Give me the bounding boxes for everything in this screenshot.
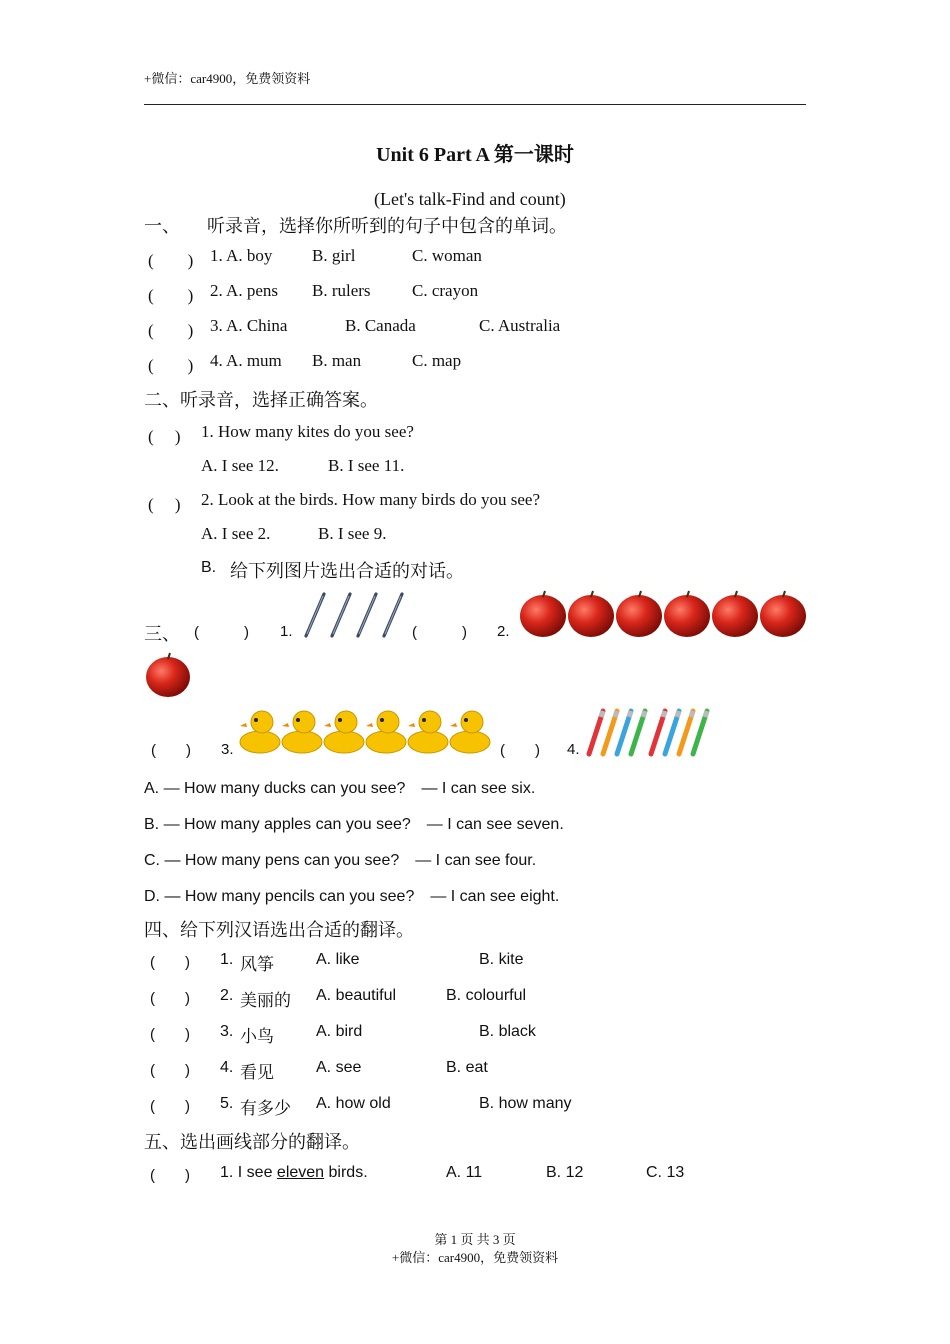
pencil-icon [617,711,631,754]
section-1-heading: 一、 听录音，选择你所听到的句子中包含的单词。 [144,216,567,236]
apple-icon [616,591,662,637]
option-a: A. beautiful [316,987,397,1004]
s2-q2-option-b: B. I see 9. [318,524,387,543]
s3-p4-num: 4. [567,741,580,758]
s5-q1-option-c: C. 13 [646,1164,685,1181]
pencil-icon [603,711,617,754]
apple-icon [568,591,614,637]
option-a: A. bird [316,1023,363,1040]
pencils-row [585,706,715,758]
dialog-b: B. — How many apples can you see? — I can see seven. [144,816,564,833]
answer-paren[interactable]: ( ) [148,321,194,340]
item-num: 2. [220,987,234,1004]
option-b: B. Canada [345,316,416,335]
sentence-pre: 1. I see [220,1164,277,1181]
s2-q2-option-a: A. I see 2. [201,524,271,543]
page-title: Unit 6 Part A 第一课时 [376,144,574,166]
ducks-row [238,706,494,756]
option-b: B. eat [446,1059,488,1076]
apple-icon [760,591,806,637]
answer-paren[interactable]: ( ) [148,251,194,270]
duck-icon [366,711,406,753]
option-b: B. how many [479,1095,572,1112]
pencil-icon [665,711,679,754]
dialog-d: D. — How many pencils can you see? — I can see eight. [144,888,560,905]
option-c: C. crayon [412,281,479,300]
section-5-heading: 五、选出画线部分的翻译。 [144,1132,360,1152]
section-2-heading: 二、听录音，选择正确答案。 [144,390,378,410]
item-num: 5. [220,1095,234,1112]
s3-p4-paren[interactable]: ( ) [500,742,540,759]
apple-icon [712,591,758,637]
apple-icon [520,591,566,637]
duck-icon [408,711,448,753]
item-chinese: 有多少 [240,1099,291,1119]
duck-icon [282,711,322,753]
s3-p1-num: 1. [280,623,293,640]
s2-q1-option-b: B. I see 11. [328,456,405,475]
duck-icon [450,711,490,753]
pens-image [300,590,410,640]
item-num: 1. [220,951,234,968]
underlined-word: eleven [276,1164,325,1181]
s3-p2-paren[interactable]: ( ) [412,624,467,641]
option-b: B. kite [479,951,524,968]
s2-q1-text: 1. How many kites do you see? [201,422,414,441]
option-a: 2. A. pens [210,281,278,300]
s5-q1-sentence [220,1164,368,1182]
pen-icon [384,594,402,636]
pencil-icon [651,711,665,754]
s2-q2-text: 2. Look at the birds. How many birds do you see? [201,490,540,509]
option-a: 4. A. mum [210,351,282,370]
item-num: 3. [220,1023,234,1040]
s3-p3-paren[interactable]: ( ) [151,742,191,759]
option-a: A. how old [316,1095,391,1112]
option-c: C. map [412,351,462,370]
item-chinese: 美丽的 [240,991,291,1011]
section-4-heading: 四、给下列汉语选出合适的翻译。 [144,920,414,940]
option-a: A. like [316,951,360,968]
option-a: A. see [316,1059,362,1076]
item-chinese: 小鸟 [240,1027,274,1047]
s2-q1-paren[interactable]: ( ) [148,427,181,446]
dialog-c: C. — How many pens can you see? — I can see four. [144,852,537,869]
answer-paren[interactable]: ( ) [150,954,190,971]
apple-icon [144,650,194,700]
s3-p1-paren[interactable]: ( ) [194,624,249,641]
option-c: C. woman [412,246,482,265]
apples-row [518,588,810,640]
page-subtitle: (Let's talk-Find and count) [374,189,566,209]
pencil-icon [679,711,693,754]
answer-paren[interactable]: ( ) [150,1026,190,1043]
item-chinese: 看见 [240,1063,274,1083]
sentence-post: birds. [324,1164,368,1181]
apple-icon [664,591,710,637]
pencil-icon [631,711,645,754]
duck-icon [240,711,280,753]
s5-q1-option-a: A. 11 [446,1164,483,1181]
duck-icon [324,711,364,753]
answer-paren[interactable]: ( ) [150,1062,190,1079]
header-text: +微信：car4900，免费领资料 [144,71,311,86]
s2-q1-option-a: A. I see 12. [201,456,279,475]
s5-q1-option-b: B. 12 [546,1164,584,1181]
section-3-label: 三、 [144,624,180,644]
s2-extra-b: B. [201,559,217,576]
dialog-a: A. — How many ducks can you see? — I can see six. [144,780,536,797]
option-b: B. rulers [312,281,371,300]
s3-p3-num: 3. [221,741,234,758]
footer-text: +微信：car4900，免费领资料 [391,1250,559,1265]
s2-extra-text: 给下列图片选出合适的对话。 [230,561,464,581]
pen-icon [306,594,324,636]
option-b: B. black [479,1023,536,1040]
page-number: 第 1 页 共 3 页 [434,1232,516,1247]
pen-icon [332,594,350,636]
pen-icon [358,594,376,636]
item-chinese: 风筝 [240,955,274,975]
header-rule [144,104,806,105]
pencil-icon [693,711,707,754]
option-a: 3. A. China [210,316,288,335]
pencil-icon [589,711,603,754]
item-num: 4. [220,1059,234,1076]
option-b: B. man [312,351,362,370]
s3-p2-num: 2. [497,623,510,640]
option-b: B. colourful [446,987,527,1004]
answer-paren[interactable]: ( ) [150,1098,190,1115]
option-b: B. girl [312,246,356,265]
answer-paren[interactable]: ( ) [148,356,194,375]
s2-q2-paren[interactable]: ( ) [148,495,181,514]
s5-q1-paren[interactable]: ( ) [150,1167,190,1184]
option-c: C. Australia [479,316,561,335]
answer-paren[interactable]: ( ) [150,990,190,1007]
option-a: 1. A. boy [210,246,273,265]
answer-paren[interactable]: ( ) [148,286,194,305]
